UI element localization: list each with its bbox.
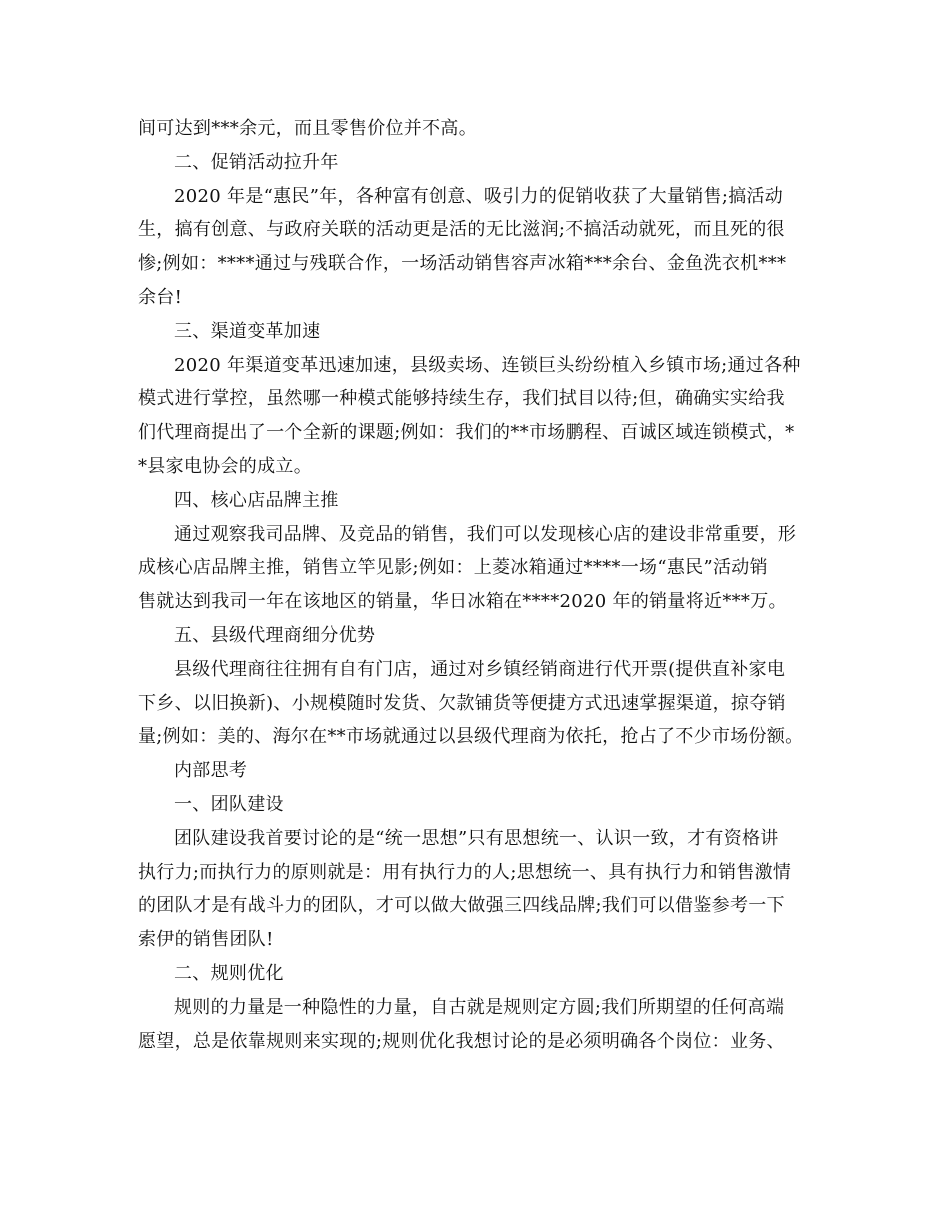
text-line: 成核心店品牌主推，销售立竿见影;例如：上菱冰箱通过****一场“惠民”活动销 bbox=[138, 557, 768, 579]
text-line: 间可达到***余元，而且零售价位并不高。 bbox=[138, 118, 477, 139]
text-line: 通过观察我司品牌、及竞品的销售，我们可以发现核心店的建设非常重要，形 bbox=[174, 523, 797, 545]
section-heading: 内部思考 bbox=[174, 760, 248, 782]
text-line: 下乡、以旧换新)、小规模随时发货、欠款铺货等便捷方式迅速掌握渠道，掠夺销 bbox=[138, 692, 786, 714]
text-line: 团队建设我首要讨论的是“统一思想”只有思想统一、认识一致，才有资格讲 bbox=[174, 827, 779, 849]
section-heading: 三、渠道变革加速 bbox=[174, 320, 321, 342]
text-line: 规则的力量是一种隐性的力量，自古就是规则定方圆;我们所期望的任何高端 bbox=[174, 996, 785, 1018]
text-line: 愿望，总是依靠规则来实现的;规则优化我想讨论的是必须明确各个岗位：业务、 bbox=[138, 1030, 785, 1052]
text-line: 索伊的销售团队! bbox=[138, 929, 274, 951]
text-line: 2020 年是“惠民”年，各种富有创意、吸引力的促销收获了大量销售;搞活动 bbox=[174, 185, 784, 207]
text-line: 余台! bbox=[138, 286, 183, 308]
text-line: 量;例如：美的、海尔在**市场就通过以县级代理商为依托，抢占了不少市场份额。 bbox=[138, 726, 804, 748]
section-heading: 一、团队建设 bbox=[174, 793, 284, 815]
text-line: 们代理商提出了一个全新的课题;例如：我们的**市场鹏程、百诚区域连锁模式，* bbox=[138, 422, 795, 444]
text-line: 惨;例如：****通过与残联合作，一场活动销售容声冰箱***余台、金鱼洗衣机*** bbox=[138, 253, 787, 275]
section-heading: 二、促销活动拉升年 bbox=[174, 151, 339, 173]
text-line: 2020 年渠道变革迅速加速，县级卖场、连锁巨头纷纷植入乡镇市场;通过各种 bbox=[174, 354, 801, 376]
text-line: 模式进行掌控，虽然哪一种模式能够持续生存，我们拭目以待;但，确确实实给我 bbox=[138, 388, 785, 410]
section-heading: 二、规则优化 bbox=[174, 962, 284, 984]
text-line: 执行力;而执行力的原则就是：用有执行力的人;思想统一、具有执行力和销售激情 bbox=[138, 861, 792, 883]
section-heading: 五、县级代理商细分优势 bbox=[174, 624, 376, 646]
text-line: 的团队才是有战斗力的团队，才可以做大做强三四线品牌;我们可以借鉴参考一下 bbox=[138, 895, 785, 917]
text-line: 售就达到我司一年在该地区的销量，华日冰箱在****2020 年的销量将近***万。 bbox=[138, 591, 787, 613]
text-line: 县级代理商往往拥有自有门店，通过对乡镇经销商进行代开票(提供直补家电 bbox=[174, 658, 786, 680]
text-line: *县家电协会的成立。 bbox=[138, 455, 312, 477]
section-heading: 四、核心店品牌主推 bbox=[174, 489, 339, 511]
document-body bbox=[138, 112, 810, 1058]
text-line: 生，搞有创意、与政府关联的活动更是活的无比滋润;不搞活动就死，而且死的很 bbox=[138, 219, 785, 241]
